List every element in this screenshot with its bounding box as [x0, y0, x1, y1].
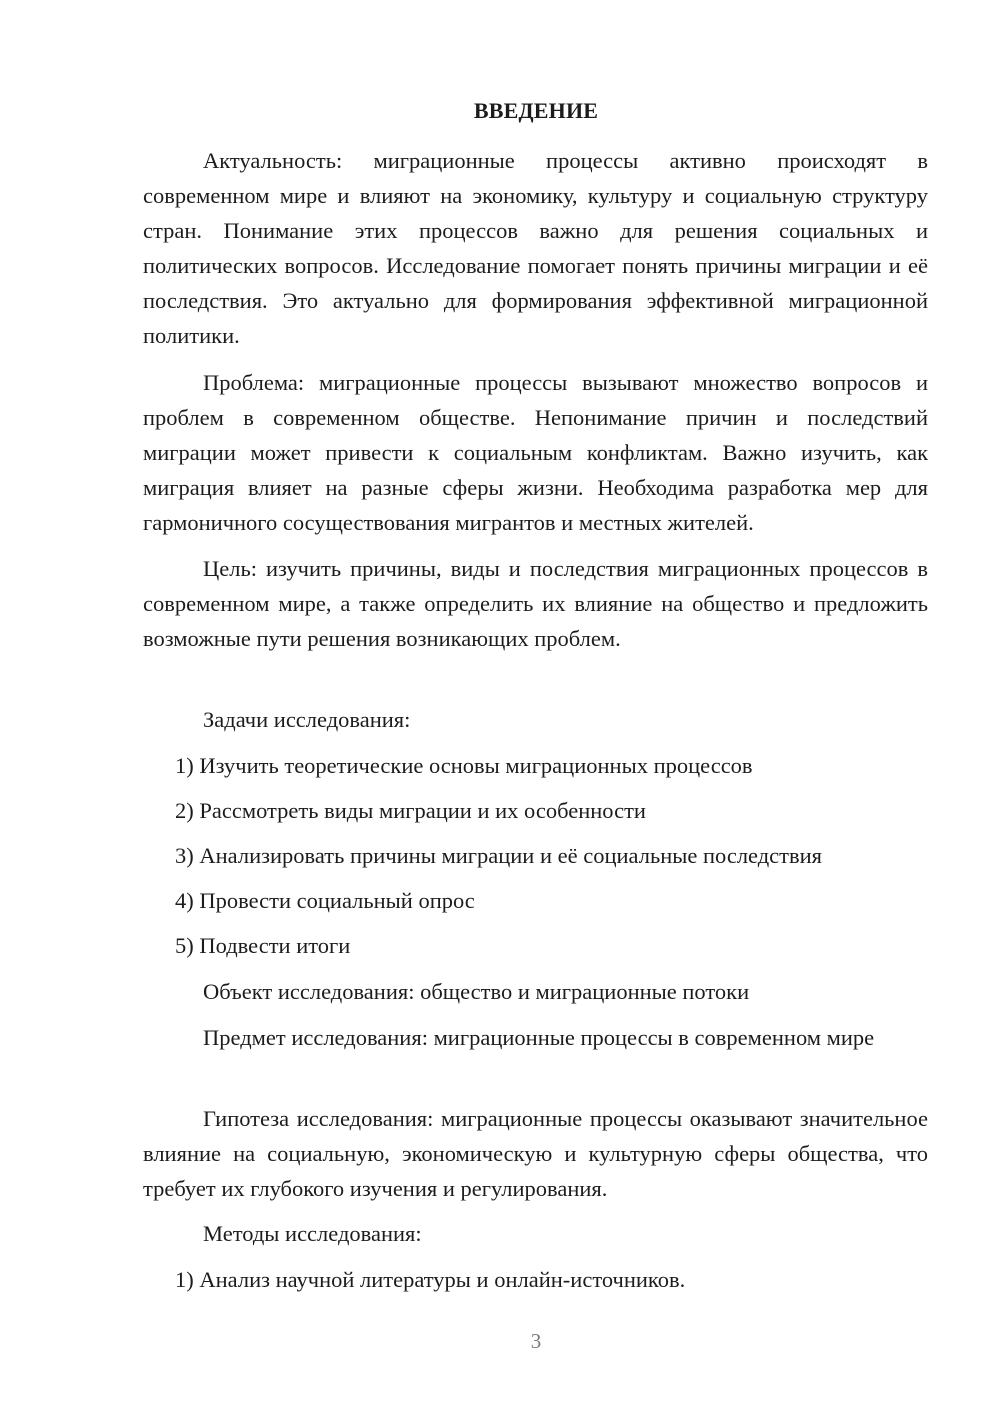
object-text: Объект исследования: общество и миграционные потоки [203, 979, 750, 1004]
paragraph-hypothesis [143, 1101, 928, 1206]
task-item: 4) Провести социальный опрос [175, 888, 475, 913]
page-title: ВВЕДЕНИЕ [473, 98, 599, 123]
page-number: 3 [530, 1329, 542, 1353]
subject-text: Предмет исследования: миграционные процессы в современном мире [203, 1025, 875, 1050]
paragraph-subject [143, 1020, 928, 1055]
task-item: 1) Изучить теоретические основы миграционных процессов [175, 753, 753, 778]
task-item: 5) Подвести итоги [175, 933, 351, 958]
paragraph-goal [143, 551, 928, 656]
methods-heading: Методы исследования: [203, 1221, 422, 1246]
task-item: 2) Рассмотреть виды миграции и их особенности [175, 798, 646, 823]
goal-text: Цель: изучить причины, виды и последствия миграционных процессов в современном мире, а также определить их влияние на общество и предложить возможные пути решения возникающих проблем. [143, 556, 928, 651]
hypothesis-text: Гипотеза исследования: миграционные процессы оказывают значительное влияние на социальную, экономическую и культурную сферы общества, что требует их глубокого изучения и регулирования. [143, 1106, 928, 1201]
paragraph-relevance [143, 143, 928, 353]
tasks-heading: Задачи исследования: [203, 707, 411, 732]
task-item: 3) Анализировать причины миграции и её социальные последствия [175, 843, 823, 868]
problem-text: Проблема: миграционные процессы вызывают множество вопросов и проблем в современном обществе. Непонимание причин и последствий миграции может привести к социальным конфликтам. Важно изучить, как миграция влияет на разные сферы жизни. Необходима разработка мер для гармоничного сосуществования мигрантов и местных жителей. [143, 370, 928, 535]
method-item: 1) Анализ научной литературы и онлайн-источников. [175, 1267, 686, 1292]
paragraph-problem [143, 365, 928, 540]
relevance-text: Актуальность: миграционные процессы активно происходят в современном мире и влияют на экономику, культуру и социальную структуру стран. Понимание этих процессов важно для решения социальных и политических вопросов. Исследование помогает понять причины миграции и её последствия. Это актуально для формирования эффективной миграционной политики. [143, 148, 928, 348]
